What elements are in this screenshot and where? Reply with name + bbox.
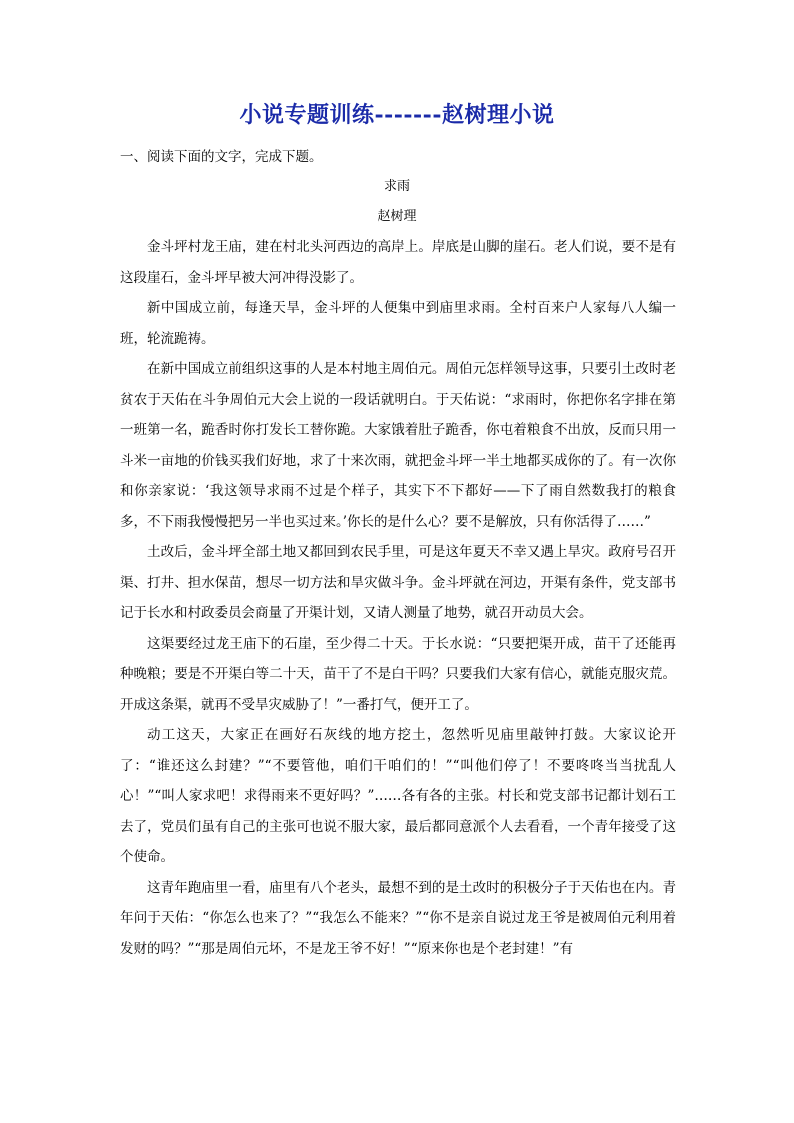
- story-author: 赵树理: [377, 209, 417, 224]
- story-paragraph: 动工这天，大家正在画好石灰线的地方挖土，忽然听见庙里敲钟打鼓。大家议论开了：“谁还这么封建？”“不要管他，咱们干咱们的！”“叫他们停了！不要咚咚当当扰乱人心！”“叫人家求吧！求得雨来不更好吗？”……各有各的主张。村长和党支部书记都计划石工去了，党员们虽有自己的主张可也说不服大家，最后都同意派个人去看看，一个青年接受了这个使命。: [120, 727, 676, 865]
- story-paragraph: 这渠要经过龙王庙下的石崖，至少得二十天。于长水说：“只要把渠开成，苗干了还能再种晚粮；要是不开渠白等二十天，苗干了不是白干吗？只要我们大家有信心，就能克服灾荒。开成这条渠，就再不受旱灾威胁了！”一番打气，便开工了。: [120, 635, 676, 713]
- story-title: 求雨: [383, 179, 410, 194]
- document-title: 小说专题训练-------赵树理小说: [239, 102, 555, 128]
- story-paragraph: 新中国成立前，每逢天旱，金斗坪的人便集中到庙里求雨。全村百来户人家每八人编一班，轮流跪祷。: [120, 300, 676, 347]
- story-paragraph: 这青年跑庙里一看，庙里有八个老头，最想不到的是土改时的积极分子于天佑也在内。青年问于天佑：“你怎么也来了？”“我怎么不能来？”“你不是亲自说过龙王爷是被周伯元利用着发财的吗？”“那是周伯元坏，不是龙王爷不好！”“原来你也是个老封建！”有: [120, 879, 676, 957]
- story-paragraph: 土改后，金斗坪全部土地又都回到农民手里，可是这年夏天不幸又遇上旱灾。政府号召开渠、打井、担水保苗，想尽一切方法和旱灾做斗争。金斗坪就在河边，开渠有条件，党支部书记于长水和村政委员会商量了开渠计划，又请人测量了地势，就召开动员大会。: [120, 544, 676, 621]
- story-paragraph: 金斗坪村龙王庙，建在村北头河西边的高岸上。岸底是山脚的崖石。老人们说，要不是有这段崖石，金斗坪早被大河冲得没影了。: [120, 239, 676, 286]
- story-paragraph: 在新中国成立前组织这事的人是本村地主周伯元。周伯元怎样领导这事，只要引土改时老贫农于天佑在斗争周伯元大会上说的一段话就明白。于天佑说：“求雨时，你把你名字排在第一班第一名，跪香时你打发长工替你跪。大家饿着肚子跪香，你屯着粮食不出放，反而只用一斗米一亩地的价钱买我们好地，求了十来次雨，就把金斗坪一半土地都买成你的了。有一次你和你亲家说：‘我这领导求雨不过是个样子，其实下不下都好——下了雨自然数我打的粮食多，不下雨我慢慢把另一半也买过来。’你长的是什么心？要不是解放，只有你活得了……”: [120, 361, 676, 530]
- question-instruction: 一、阅读下面的文字，完成下题。: [120, 149, 323, 165]
- story-body: [120, 232, 676, 964]
